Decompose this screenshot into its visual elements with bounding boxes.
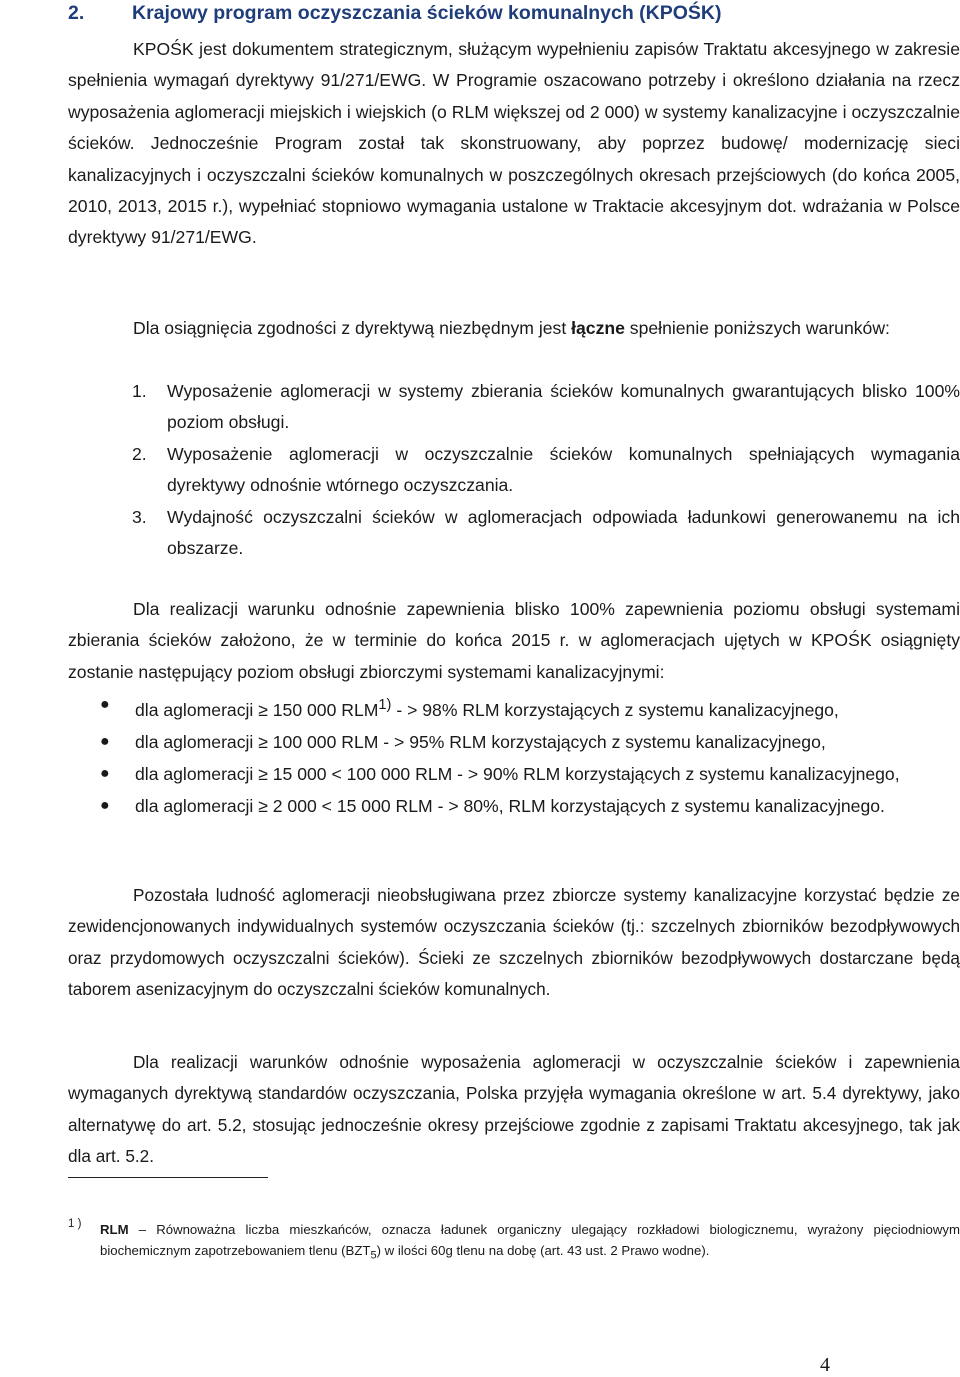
conditions-list-item [132, 376, 960, 439]
bullet-icon: ● [100, 696, 110, 713]
bullet-text: dla aglomeracji ≥ 100 000 RLM - > 95% RLM korzystających z systemu kanalizacyjnego, [135, 731, 826, 752]
footnote-term: RLM [100, 1222, 129, 1237]
service-level-item [100, 758, 960, 790]
conditions-emphasis: łączne [571, 318, 625, 338]
service-level-item [100, 726, 960, 758]
footnote-text: – Równoważna liczba mieszkańców, oznacza ładunek organiczny ulegający rozkładowi biologicznemu, wyrażony pięciodniowym biochemicznym zapotrzebowaniem tlenu (BZT [100, 1222, 960, 1258]
footnote-separator [68, 1177, 268, 1178]
intro-paragraph: KPOŚK jest dokumentem strategicznym, służącym wypełnieniu zapisów Traktatu akcesyjnego w zakresie spełnienia wymagań dyrektywy 91/271/EWG. W Programie oszacowano potrzeby i określono działania na rzecz wyposażenia aglomeracji miejskich i wiejskich (o RLM większej od 2 000) w systemy kanalizacyjne i oczyszczalnie ścieków. Jednocześnie Program został tak skonstruowany, aby poprzez budowę/ modernizację sieci kanalizacyjnych i oczyszczalni ścieków komunalnych w poszczególnych okresach przejściowych (do końca 2005, 2010, 2013, 2015 r.), wypełniać stopniowo wymagania ustalone w Traktacie akcesyjnym dot. wdrażania w Polsce dyrektywy 91/271/EWG. [68, 39, 960, 248]
bullet-icon: ● [100, 732, 110, 750]
service-level-paragraph: Dla realizacji warunku odnośnie zapewnienia blisko 100% zapewnienia poziomu obsługi systemami zbierania ścieków założono, że w terminie do końca 2015 r. w aglomeracjach ujętych w KPOŚK osiągnięty zostanie następujący poziom obsługi zbiorczymi systemami kanalizacyjnymi: [68, 599, 960, 682]
conditions-list-item [132, 502, 960, 565]
conditions-paragraph [68, 313, 960, 344]
section-number: 2. [68, 2, 85, 24]
remaining-population-paragraph: Pozostała ludność aglomeracji nieobsługiwana przez zbiorcze systemy kanalizacyjne korzystać będzie ze zewidencjonowanych indywidualnych systemów oczyszczania ścieków (tj.: szczelnych zbiorników bezodpływowych oraz przydomowych oczyszczalni ścieków). Ścieki ze szczelnych zbiorników bezodpływowych dostarczane będą taborem asenizacyjnym do oczyszczalni ścieków komunalnych. [68, 885, 960, 1000]
bullet-text: dla aglomeracji ≥ 15 000 < 100 000 RLM - > 90% RLM korzystających z systemu kanalizacyjnego, [135, 763, 900, 784]
bullet-icon: ● [100, 796, 110, 814]
list-item-text: Wydajność oczyszczalni ścieków w aglomeracjach odpowiada ładunkowi generowanemu na ich obszarze. [167, 506, 960, 559]
page-number: 4 [820, 1354, 830, 1376]
bullet-icon: ● [100, 764, 110, 782]
footnote [100, 1220, 960, 1266]
footnote-marker: 1 ) [68, 1218, 82, 1230]
footnote-subscript: 5 [370, 1249, 377, 1262]
service-level-list [100, 689, 960, 822]
bullet-text: dla aglomeracji ≥ 2 000 < 15 000 RLM - > 80%, RLM korzystających z systemu kanalizacyjnego. [135, 795, 885, 816]
list-item-text: Wyposażenie aglomeracji w oczyszczalnie ścieków komunalnych spełniających wymagania dyrektywy odnośnie wtórnego oczyszczania. [167, 443, 960, 496]
section-heading [68, 2, 722, 25]
section-title: Krajowy program oczyszczania ścieków komunalnych (KPOŚK) [132, 2, 722, 24]
conditions-list-item [132, 439, 960, 502]
list-item-number: 3. [132, 506, 147, 527]
transition-paragraph: Dla realizacji warunków odnośnie wyposażenia aglomeracji w oczyszczalnie ścieków i zapewnienia wymaganych dyrektywą standardów oczyszczania, Polska przyjęła wymagania określone w art. 5.4 dyrektywy, jako alternatywę do art. 5.2, stosując jednocześnie okresy przejściowe zgodnie z zapisami Traktatu akcesyjnego, tak jak dla art. 5.2. [68, 1052, 960, 1167]
conditions-text-after: spełnienie poniższych warunków: [624, 318, 890, 338]
footnote-reference: 1) [378, 697, 392, 713]
bullet-text: dla aglomeracji ≥ 150 000 RLM [135, 699, 379, 720]
list-item-text: Wyposażenie aglomeracji w systemy zbierania ścieków komunalnych gwarantujących blisko 100% poziom obsługi. [167, 381, 960, 433]
conditions-list [132, 376, 960, 564]
list-item-number: 1. [132, 381, 147, 401]
conditions-text-before: Dla osiągnięcia zgodności z dyrektywą niezbędnym jest [133, 318, 572, 338]
footnote-text-end: ) w ilości 60g tlenu na dobę (art. 43 ust. 2 Prawo wodne). [376, 1242, 710, 1258]
list-item-number: 2. [132, 443, 147, 464]
service-level-item [100, 790, 960, 822]
service-level-item [100, 689, 960, 726]
bullet-text-rest: - > 98% RLM korzystających z systemu kanalizacyjnego, [391, 699, 839, 720]
